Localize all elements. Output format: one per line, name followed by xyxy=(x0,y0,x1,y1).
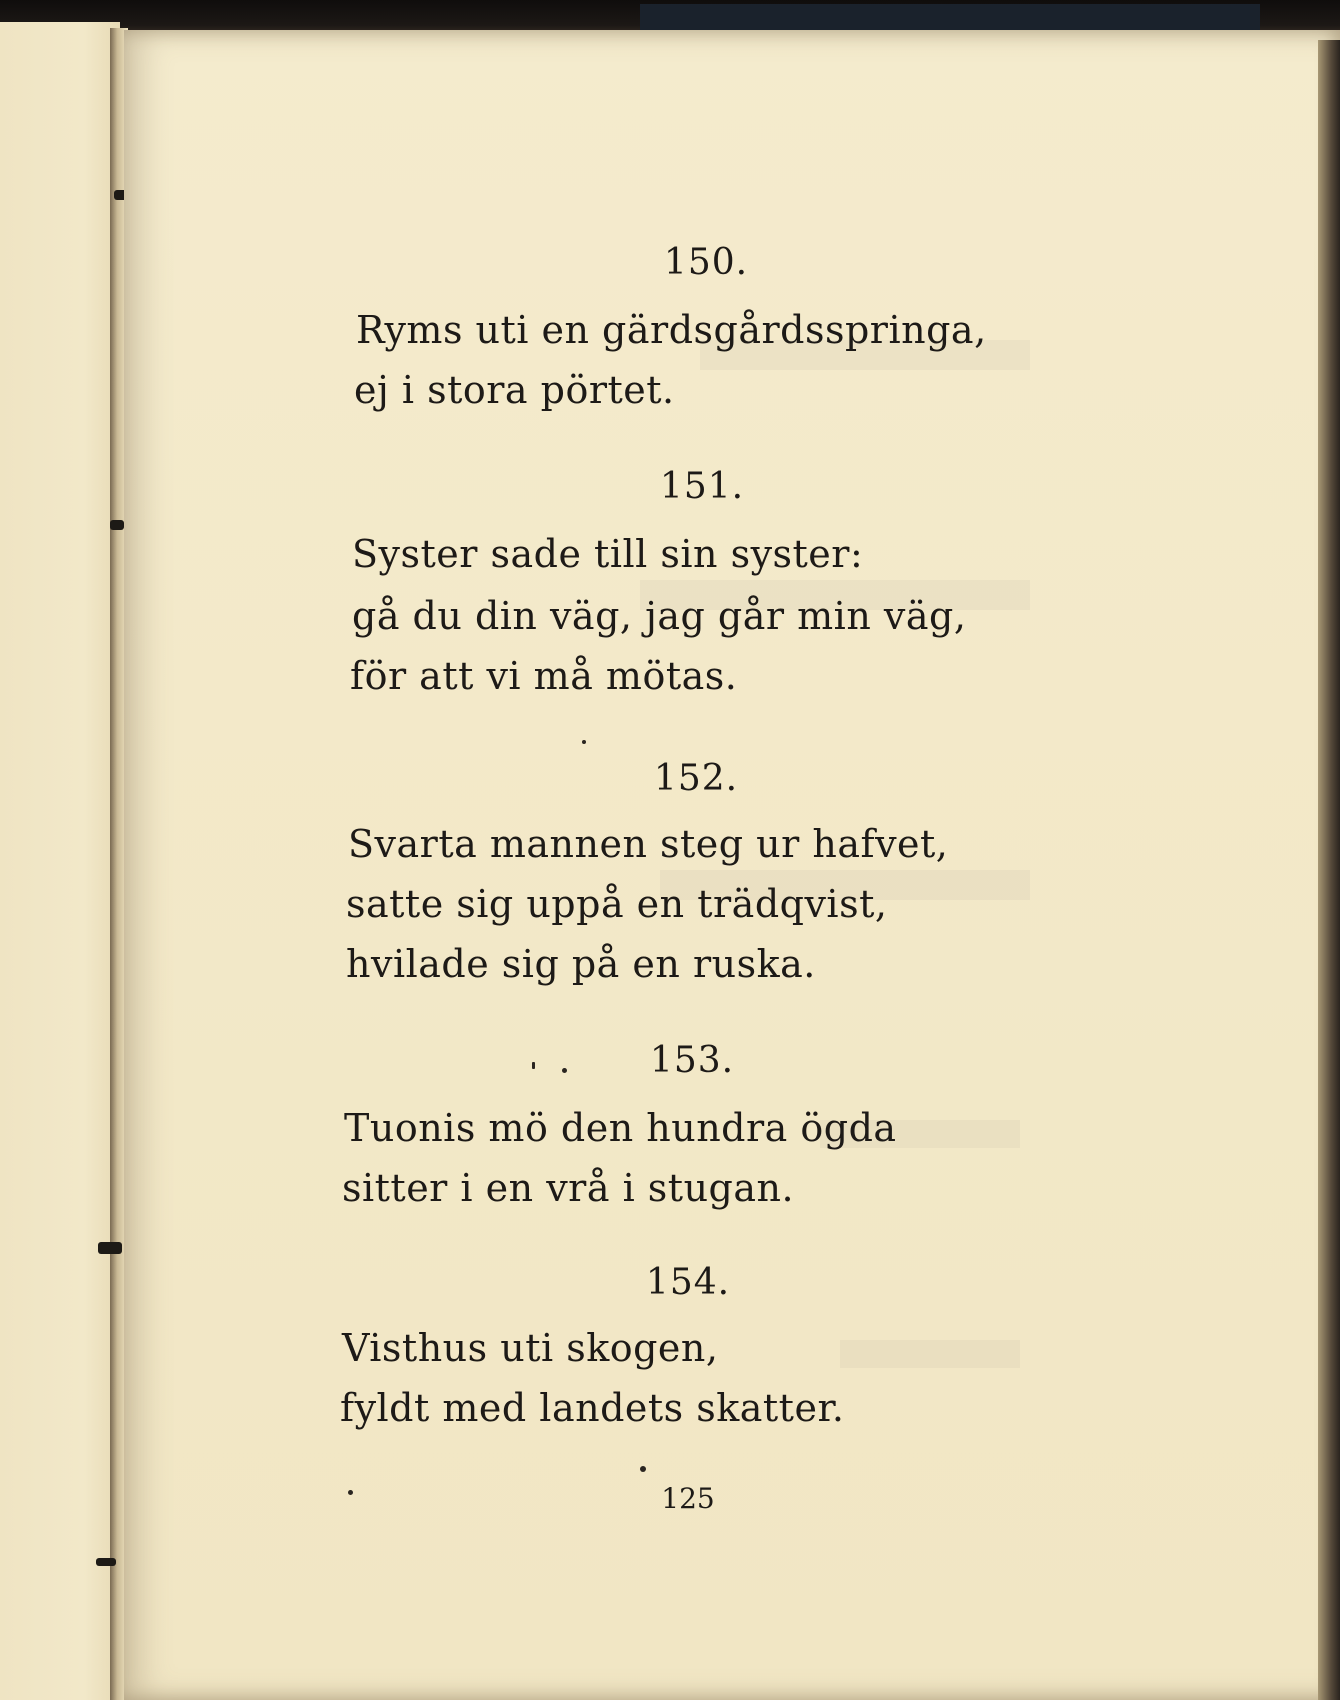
stanza-number: 151. xyxy=(659,466,745,507)
page-number: 125 xyxy=(661,1482,715,1515)
print-speck xyxy=(562,1068,567,1073)
stanza-line: Visthus uti skogen, xyxy=(342,1326,719,1370)
stanza-line: gå du din väg, jag går min väg, xyxy=(352,594,967,638)
print-speck xyxy=(532,1062,535,1069)
stanza-line: ej i stora pörtet. xyxy=(354,368,675,412)
stanza-line: hvilade sig på en ruska. xyxy=(346,942,816,986)
stanza-line: sitter i en vrå i stugan. xyxy=(342,1166,795,1210)
stanza-line: fyldt med landets skatter. xyxy=(340,1386,845,1430)
stanza-line: satte sig uppå en trädqvist, xyxy=(346,882,888,926)
stanza-number: 152. xyxy=(653,758,739,799)
stanza-number: 150. xyxy=(663,242,749,283)
stanza-line: Svarta mannen steg ur hafvet, xyxy=(348,822,949,866)
print-speck xyxy=(640,1466,646,1472)
stanza-line: Syster sade till sin syster: xyxy=(352,532,864,576)
stanza-number: 154. xyxy=(645,1262,731,1303)
print-speck xyxy=(582,740,586,744)
stanza-line: för att vi må mötas. xyxy=(350,654,738,698)
stanza-number: 153. xyxy=(649,1040,735,1081)
stanza-line: Ryms uti en gärdsgårdsspringa, xyxy=(356,308,987,352)
stanza-line: Tuonis mö den hundra ögda xyxy=(344,1106,897,1150)
print-speck xyxy=(348,1490,353,1495)
